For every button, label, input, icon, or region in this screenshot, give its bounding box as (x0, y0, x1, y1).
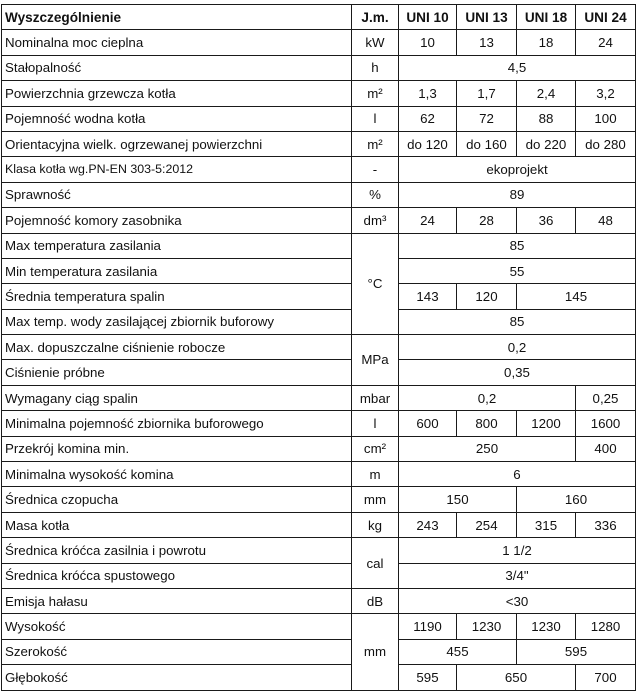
row-unit: l (352, 106, 399, 131)
table-row (2, 385, 636, 410)
value-cell: 243 (399, 512, 457, 537)
row-label: Klasa kotła wg.PN-EN 303-5:2012 (2, 157, 352, 182)
table-row (2, 55, 636, 80)
table-row (2, 614, 636, 639)
table-row (2, 81, 636, 106)
row-unit: kg (352, 512, 399, 537)
value-cell: 62 (399, 106, 457, 131)
row-unit: m (352, 462, 399, 487)
value-cell: 72 (457, 106, 517, 131)
value-cell: 650 (457, 665, 576, 690)
value-cell: 88 (517, 106, 576, 131)
row-label: Max temp. wody zasilającej zbiornik buforowy (2, 309, 352, 334)
row-unit: m² (352, 131, 399, 156)
row-unit: °C (352, 233, 399, 335)
row-label: Wysokość (2, 614, 352, 639)
value-cell: 145 (517, 284, 636, 309)
value-cell: 36 (517, 208, 576, 233)
row-label: Powierzchnia grzewcza kotła (2, 81, 352, 106)
param-column-header: Wyszczególnienie (2, 5, 352, 30)
value-cell: 150 (399, 487, 517, 512)
table-row (2, 487, 636, 512)
table-row (2, 335, 636, 360)
value-cell: 85 (399, 233, 636, 258)
row-label: Pojemność wodna kotła (2, 106, 352, 131)
table-row (2, 106, 636, 131)
row-label: Max temperatura zasilania (2, 233, 352, 258)
row-unit: MPa (352, 335, 399, 386)
row-label: Min temperatura zasilania (2, 258, 352, 283)
table-row (2, 639, 636, 664)
table-row (2, 208, 636, 233)
row-unit: cal (352, 538, 399, 589)
value-cell: 600 (399, 411, 457, 436)
table-header-row (2, 5, 636, 30)
table-row (2, 665, 636, 690)
row-unit: dm³ (352, 208, 399, 233)
row-unit: cm² (352, 436, 399, 461)
value-cell: 0,2 (399, 335, 636, 360)
value-cell: 24 (399, 208, 457, 233)
value-cell: 1190 (399, 614, 457, 639)
table-row (2, 233, 636, 258)
value-cell: 1600 (576, 411, 636, 436)
value-cell: 455 (399, 639, 517, 664)
value-cell: 3/4" (399, 563, 636, 588)
value-cell: do 120 (399, 131, 457, 156)
value-cell: 1,3 (399, 81, 457, 106)
row-label: Szerokość (2, 639, 352, 664)
value-cell: 1230 (517, 614, 576, 639)
row-unit: mm (352, 487, 399, 512)
value-cell: 55 (399, 258, 636, 283)
table-row (2, 588, 636, 613)
value-cell: do 220 (517, 131, 576, 156)
value-cell: do 280 (576, 131, 636, 156)
value-cell: 0,2 (399, 385, 576, 410)
value-cell: 89 (399, 182, 636, 207)
value-cell: 13 (457, 30, 517, 55)
table-row (2, 157, 636, 182)
value-cell: 0,25 (576, 385, 636, 410)
row-label: Sprawność (2, 182, 352, 207)
value-cell: 1230 (457, 614, 517, 639)
row-unit: dB (352, 588, 399, 613)
boiler-spec-table (1, 4, 636, 691)
row-label: Pojemność komory zasobnika (2, 208, 352, 233)
value-cell: 120 (457, 284, 517, 309)
row-label: Średnica króćca spustowego (2, 563, 352, 588)
row-label: Minimalna wysokość komina (2, 462, 352, 487)
value-cell: 143 (399, 284, 457, 309)
row-unit: mm (352, 614, 399, 690)
value-cell: 1,7 (457, 81, 517, 106)
value-cell: 48 (576, 208, 636, 233)
table-row (2, 284, 636, 309)
value-cell: 160 (517, 487, 636, 512)
value-cell: 10 (399, 30, 457, 55)
value-cell: 250 (399, 436, 576, 461)
table-row (2, 360, 636, 385)
value-cell: 6 (399, 462, 636, 487)
row-unit: kW (352, 30, 399, 55)
value-cell: 336 (576, 512, 636, 537)
model-uni24-header: UNI 24 (576, 5, 636, 30)
value-cell: 2,4 (517, 81, 576, 106)
value-cell: 0,35 (399, 360, 636, 385)
table-row (2, 563, 636, 588)
row-label: Ciśnienie próbne (2, 360, 352, 385)
value-cell: 1 1/2 (399, 538, 636, 563)
row-label: Przekrój komina min. (2, 436, 352, 461)
value-cell: 24 (576, 30, 636, 55)
row-label: Stałopalność (2, 55, 352, 80)
value-cell: <30 (399, 588, 636, 613)
row-label: Średnia temperatura spalin (2, 284, 352, 309)
row-label: Masa kotła (2, 512, 352, 537)
row-unit: mbar (352, 385, 399, 410)
table-row (2, 411, 636, 436)
value-cell: 400 (576, 436, 636, 461)
row-label: Średnica króćca zasilnia i powrotu (2, 538, 352, 563)
value-cell: 700 (576, 665, 636, 690)
table-row (2, 182, 636, 207)
value-cell: 3,2 (576, 81, 636, 106)
table-row (2, 462, 636, 487)
row-unit: % (352, 182, 399, 207)
row-label: Emisja hałasu (2, 588, 352, 613)
table-row (2, 512, 636, 537)
value-cell: do 160 (457, 131, 517, 156)
unit-column-header: J.m. (352, 5, 399, 30)
table-row (2, 538, 636, 563)
value-cell: ekoprojekt (399, 157, 636, 182)
value-cell: 1200 (517, 411, 576, 436)
value-cell: 315 (517, 512, 576, 537)
row-label: Orientacyjna wielk. ogrzewanej powierzchni (2, 131, 352, 156)
table-row (2, 436, 636, 461)
row-label: Minimalna pojemność zbiornika buforowego (2, 411, 352, 436)
value-cell: 4,5 (399, 55, 636, 80)
row-label: Nominalna moc cieplna (2, 30, 352, 55)
value-cell: 595 (399, 665, 457, 690)
value-cell: 18 (517, 30, 576, 55)
value-cell: 1280 (576, 614, 636, 639)
table-row (2, 30, 636, 55)
table-row (2, 258, 636, 283)
value-cell: 595 (517, 639, 636, 664)
row-label: Średnica czopucha (2, 487, 352, 512)
table-row (2, 309, 636, 334)
row-unit: - (352, 157, 399, 182)
row-unit: m² (352, 81, 399, 106)
value-cell: 100 (576, 106, 636, 131)
row-unit: h (352, 55, 399, 80)
value-cell: 85 (399, 309, 636, 334)
row-label: Max. dopuszczalne ciśnienie robocze (2, 335, 352, 360)
value-cell: 254 (457, 512, 517, 537)
row-label: Wymagany ciąg spalin (2, 385, 352, 410)
value-cell: 800 (457, 411, 517, 436)
row-label: Głębokość (2, 665, 352, 690)
model-uni13-header: UNI 13 (457, 5, 517, 30)
model-uni18-header: UNI 18 (517, 5, 576, 30)
value-cell: 28 (457, 208, 517, 233)
row-unit: l (352, 411, 399, 436)
model-uni10-header: UNI 10 (399, 5, 457, 30)
table-row (2, 131, 636, 156)
